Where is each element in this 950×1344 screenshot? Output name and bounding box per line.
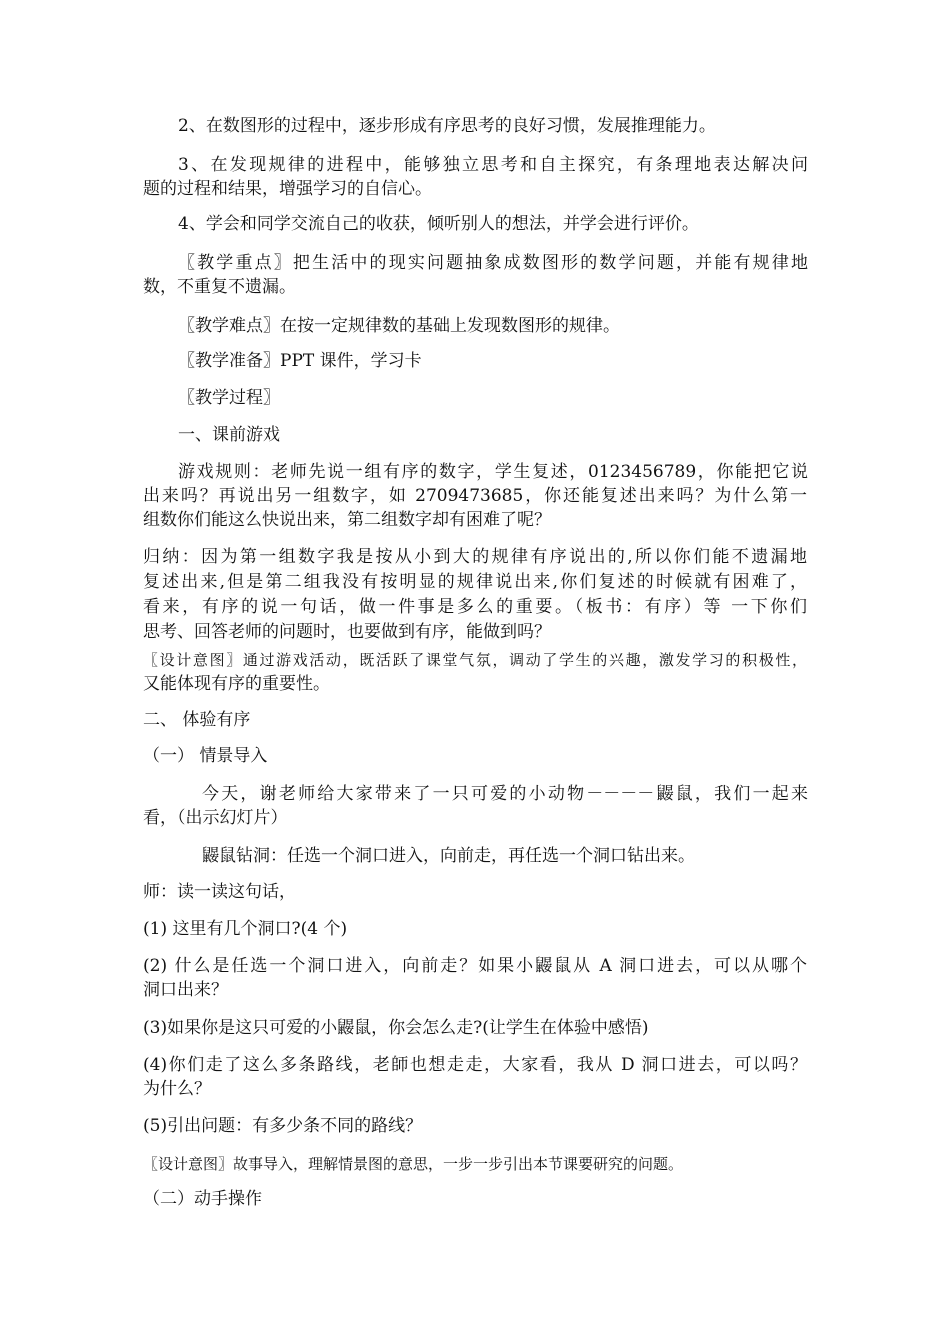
difficulty-line: 〖教学难点〗在按一定规律数的基础上发现数图形的规律。 [178,316,620,336]
objective-4: 4、学会和同学交流自己的收获，倾听别人的想法，并学会进行评价。 [178,214,699,234]
subsection-1-heading: （一） 情景导入 [143,746,268,766]
objective-3-line-1: 3、在发现规律的进程中，能够独立思考和自主探究，有条理地表达解决问 [178,155,808,175]
question-5: (5)引出问题：有多少条不同的路线？ [143,1116,423,1136]
question-4-line-1: (4)你们走了这么多条路线，老師也想走走，大家看，我从 D 洞口进去，可以吗？ [143,1055,807,1075]
game-rule-line-1: 游戏规则：老师先说一组有序的数字，学生复述，0123456789，你能把它说 [178,462,808,482]
intro-line-1: 今天，谢老师给大家带来了一只可爱的小动物－－－－鼹鼠，我们一起来 [202,784,808,804]
question-2-line-1: (2) 什么是任选一个洞口进入，向前走？如果小鼹鼠从 A 洞口进去，可以从哪个 [143,956,807,976]
design-intent-1-line-2: 又能体现有序的重要性。 [143,674,330,694]
preparation-line: 〖教学准备〗PPT 课件，学习卡 [178,351,422,371]
game-rule-line-2: 出来吗？再说出另一组数字，如 2709473685，你还能复述出来吗？为什么第一 [143,486,807,506]
design-intent-2: 〖设计意图〗故事导入，理解情景图的意思，一步一步引出本节课要研究的问题。 [143,1155,684,1173]
question-2-line-2: 洞口出来？ [143,980,228,1000]
objective-2: 2、在数图形的过程中，逐步形成有序思考的良好习惯，发展推理能力。 [178,116,716,136]
summary-line-2: 复述出来,但是第二组我没有按明显的规律说出来,你们复述的时候就有困难了， [143,572,807,592]
question-1: (1) 这里有几个洞口?(4 个) [143,919,348,939]
summary-line-1: 归纳：因为第一组数字我是按从小到大的规律有序说出的,所以你们能不遗漏地 [143,547,807,567]
key-point-line-1: 〖教学重点〗把生活中的现实问题抽象成数图形的数学问题，并能有规律地 [178,253,808,273]
question-3: (3)如果你是这只可爱的小鼹鼠，你会怎么走?(让学生在体验中感悟) [143,1018,649,1038]
mole-rule: 鼹鼠钻洞：任选一个洞口进入，向前走，再任选一个洞口钻出来。 [202,846,695,866]
objective-3-line-2: 题的过程和结果，增强学习的自信心。 [143,179,432,199]
summary-line-3: 看来，有序的说一句话，做一件事是多么的重要。（板书：有序）等 一下你们 [143,597,807,617]
summary-line-4: 思考、回答老师的问题时，也要做到有序，能做到吗？ [143,622,551,642]
teacher-prompt: 师：读一读这句话， [143,882,296,902]
design-intent-1-line-1: 〖设计意图〗通过游戏活动，既活跃了课堂气氛，调动了学生的兴趣，激发学习的积极性， [143,651,807,669]
section-2-heading: 二、 体验有序 [143,710,251,730]
question-4-line-2: 为什么？ [143,1079,211,1099]
intro-line-2: 看，（出示幻灯片） [143,808,288,828]
game-rule-line-3: 组数你们能这么快说出来，第二组数字却有困难了呢？ [143,510,551,530]
section-1-heading: 一、课前游戏 [178,425,280,445]
process-heading: 〖教学过程〗 [178,388,280,408]
key-point-line-2: 数，不重复不遗漏。 [143,277,296,297]
subsection-2-heading: （二）动手操作 [143,1189,262,1209]
